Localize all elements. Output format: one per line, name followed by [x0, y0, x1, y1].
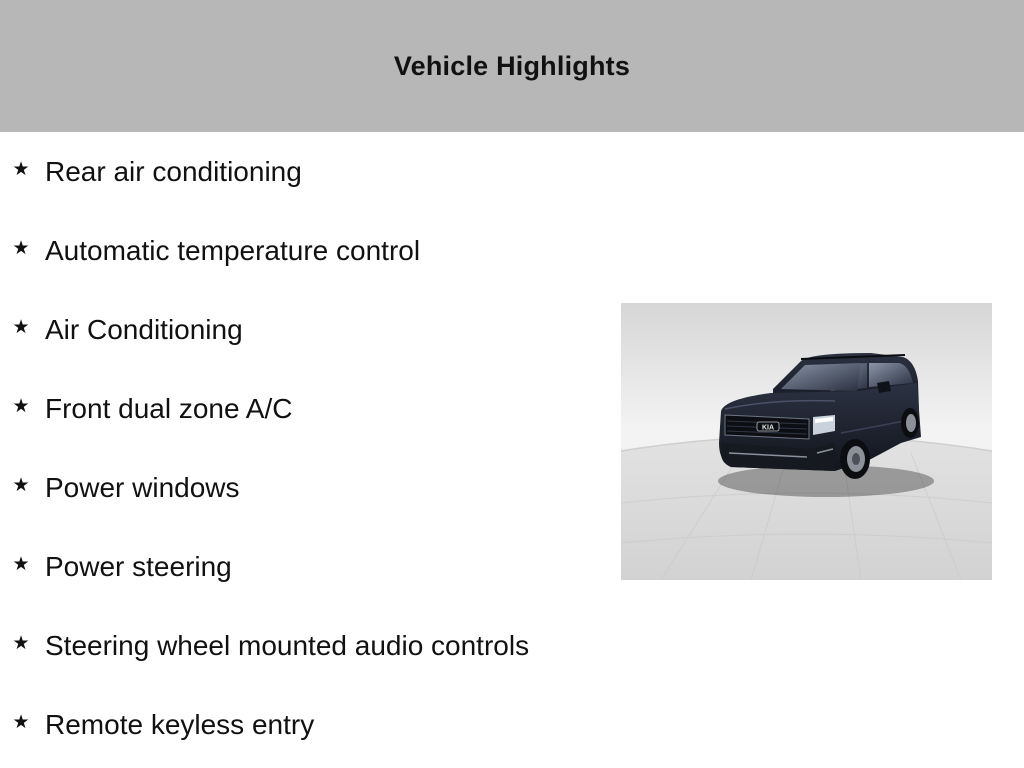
feature-label: Power windows — [45, 472, 240, 503]
feature-label: Rear air conditioning — [45, 156, 302, 187]
star-icon: ★ — [12, 395, 30, 417]
feature-label: Remote keyless entry — [45, 709, 315, 740]
feature-label: Air Conditioning — [45, 314, 243, 345]
star-icon: ★ — [12, 158, 30, 180]
star-icon: ★ — [12, 474, 30, 496]
star-icon: ★ — [12, 316, 30, 338]
black-suv-icon — [621, 303, 992, 580]
star-icon: ★ — [12, 711, 30, 733]
star-icon: ★ — [12, 632, 30, 654]
page-title: Vehicle Highlights — [393, 50, 631, 81]
header-banner — [0, 0, 1024, 132]
star-icon: ★ — [12, 553, 30, 575]
brand-badge: KIA — [761, 424, 775, 432]
feature-label: Power steering — [45, 551, 232, 582]
feature-label: Steering wheel mounted audio controls — [45, 630, 530, 661]
star-icon: ★ — [12, 237, 30, 259]
feature-label: Automatic temperature control — [45, 235, 421, 266]
feature-label: Front dual zone A/C — [45, 393, 293, 424]
vehicle-photo — [621, 303, 992, 580]
